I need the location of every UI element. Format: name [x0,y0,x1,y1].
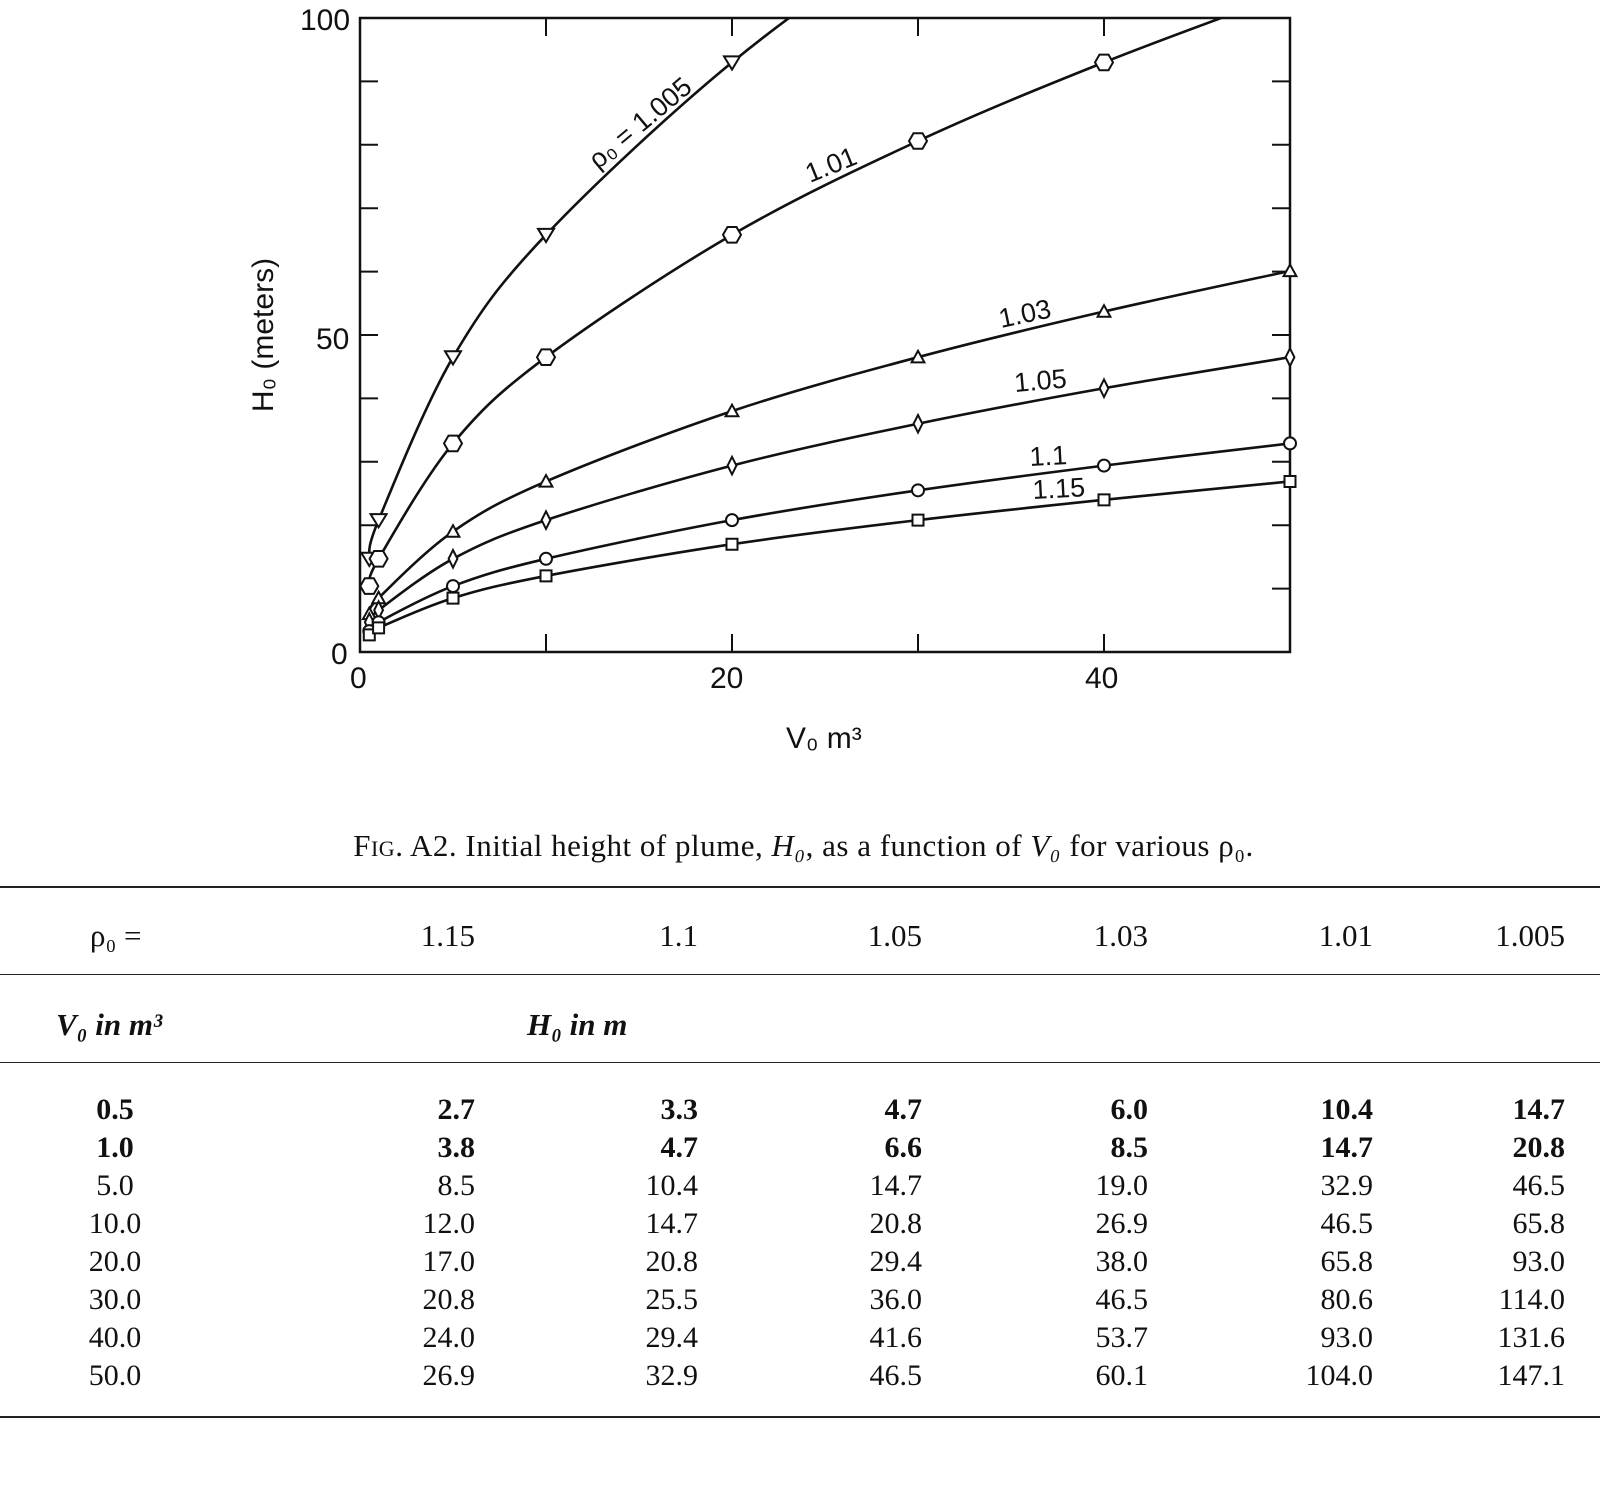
series-label-1.05: 1.05 [1012,363,1068,398]
series-line-0 [369,0,1290,559]
table-cell: 10.4 [645,1169,698,1202]
x-axis-title: V₀ m³ [786,722,862,755]
series-line-4 [369,443,1290,631]
y-tick-label-0: 0 [331,638,348,671]
table-cell: 93.0 [1512,1245,1565,1278]
table-top-rule [0,886,1600,888]
table-cell: 8.5 [1110,1131,1148,1164]
table-cell: 30.0 [88,1283,142,1316]
table-cell: 93.0 [1320,1321,1373,1354]
table-cell: 19.0 [1095,1169,1148,1202]
table-cell: 6.6 [884,1131,922,1164]
table-cell: 6.0 [1110,1093,1148,1126]
table-cell: 65.8 [1320,1245,1373,1278]
data-point-series-1 [360,578,378,594]
table-header-rule-1 [0,974,1600,975]
table-cell: 50.0 [88,1359,142,1392]
series-label-1.03: 1.03 [996,293,1054,334]
table-cell: 20.8 [645,1245,698,1278]
table-cell: 65.8 [1512,1207,1565,1240]
data-point-series-5 [1099,494,1110,505]
data-point-series-5 [448,593,459,604]
table-cell: 3.8 [437,1131,475,1164]
table-cell: 26.9 [1095,1207,1148,1240]
table-rho-label: ρ₀ = [90,918,142,953]
table-cell: 32.9 [1320,1169,1373,1202]
data-point-series-3 [728,457,737,475]
table-cell: 20.8 [1512,1131,1565,1164]
table-cell: 14.7 [645,1207,698,1240]
data-point-series-3 [1286,348,1295,366]
table-cell: 114.0 [1498,1283,1565,1316]
data-point-series-4 [1098,460,1110,472]
table-cell: 0.5 [96,1093,134,1126]
data-point-series-3 [449,550,458,568]
table-cell: 12.0 [422,1207,475,1240]
table-cell: 46.5 [1095,1283,1148,1316]
data-point-series-1 [909,133,927,149]
x-tick-label-20: 20 [710,662,744,695]
table-h0-header: H₀ in m [527,1007,628,1042]
data-point-series-5 [1285,476,1296,487]
table-cell: 20.8 [422,1283,475,1316]
series-label-1.005: ρ₀ = 1.005 [582,71,698,175]
table-cell: 29.4 [645,1321,698,1354]
table-cell: 20.0 [88,1245,142,1278]
data-point-series-5 [727,539,738,550]
data-point-series-2 [1284,265,1297,277]
data-point-series-4 [540,553,552,565]
table-cell: 80.6 [1320,1283,1373,1316]
data-point-series-1 [723,227,741,243]
caption-prefix: Fig. A2. [353,828,458,863]
caption-text-1: Initial height of plume, [465,828,764,863]
table-cell: 53.7 [1095,1321,1148,1354]
table-cell: 17.0 [422,1245,475,1278]
axis-ticks [360,18,1290,652]
table-cell: 32.9 [645,1359,698,1392]
data-point-series-5 [373,622,384,633]
table-cell: 104.0 [1305,1359,1373,1392]
data-point-series-1 [444,436,462,452]
table-cell: 25.5 [645,1283,698,1316]
table-cell: 36.0 [869,1283,922,1316]
data-point-series-4 [447,580,459,592]
table-rho-value: 1.03 [1093,918,1148,953]
data-point-series-1 [370,551,388,567]
data-point-series-5 [913,515,924,526]
table-rho-value: 1.1 [659,918,698,953]
data-point-series-3 [914,415,923,433]
caption-v0: V₀ [1030,828,1062,863]
table-header-rule-2 [0,1062,1600,1063]
data-point-series-4 [1284,437,1296,449]
y-tick-label-100: 100 [300,4,351,37]
series-curves [369,0,1290,635]
x-tick-label-40: 40 [1085,662,1119,695]
table-cell: 14.7 [869,1169,922,1202]
table-rho-value: 1.15 [420,918,475,953]
x-tick-label-0: 0 [350,662,367,695]
caption-text-3: for various ρ₀. [1069,828,1254,863]
caption-h0: H₀ [771,828,806,863]
y-axis-title: H₀ (meters) [247,257,280,413]
data-point-series-3 [1100,379,1109,397]
table-cell: 29.4 [869,1245,922,1278]
table-cell: 20.8 [869,1207,922,1240]
table-cell: 24.0 [422,1321,475,1354]
table-cell: 3.3 [660,1093,698,1126]
table-cell: 10.0 [88,1207,142,1240]
table-cell: 4.7 [660,1131,698,1164]
table-cell: 60.1 [1095,1359,1148,1392]
series-label-1.15: 1.15 [1031,472,1086,505]
table-cell: 40.0 [88,1321,142,1354]
table-rho-value: 1.005 [1495,918,1565,953]
table-cell: 46.5 [869,1359,922,1392]
table-cell: 1.0 [96,1131,134,1164]
data-point-series-4 [726,514,738,526]
data-point-series-3 [542,511,551,529]
table-cell: 38.0 [1095,1245,1148,1278]
table-cell: 46.5 [1320,1207,1373,1240]
table-cell: 131.6 [1497,1321,1565,1354]
data-point-series-0 [445,351,461,364]
table-cell: 2.7 [437,1093,475,1126]
series-markers [360,55,1296,641]
plot-frame [360,18,1290,652]
data-point-series-1 [1095,55,1113,71]
caption-text-2: , as a function of [805,828,1023,863]
table-cell: 26.9 [422,1359,475,1392]
table-cell: 41.6 [869,1321,922,1354]
table-cell: 14.7 [1320,1131,1373,1164]
table-v0-header: V₀ in m³ [56,1007,163,1042]
series-label-1.1: 1.1 [1028,440,1068,472]
data-point-series-4 [912,484,924,496]
table-bottom-rule [0,1416,1600,1418]
y-tick-label-50: 50 [316,323,350,356]
table-cell: 8.5 [437,1169,475,1202]
table-cell: 5.0 [96,1169,134,1202]
table-cell: 10.4 [1320,1093,1373,1126]
table-cell: 147.1 [1497,1359,1565,1392]
table-cell: 46.5 [1512,1169,1565,1202]
series-label-1.01: 1.01 [801,141,861,189]
data-point-series-5 [541,570,552,581]
data-point-series-1 [537,349,555,365]
table-cell: 14.7 [1512,1093,1565,1126]
figure-caption [0,828,1607,864]
table-rho-value: 1.01 [1318,918,1373,953]
table-cell: 4.7 [884,1093,922,1126]
table-rho-value: 1.05 [867,918,922,953]
